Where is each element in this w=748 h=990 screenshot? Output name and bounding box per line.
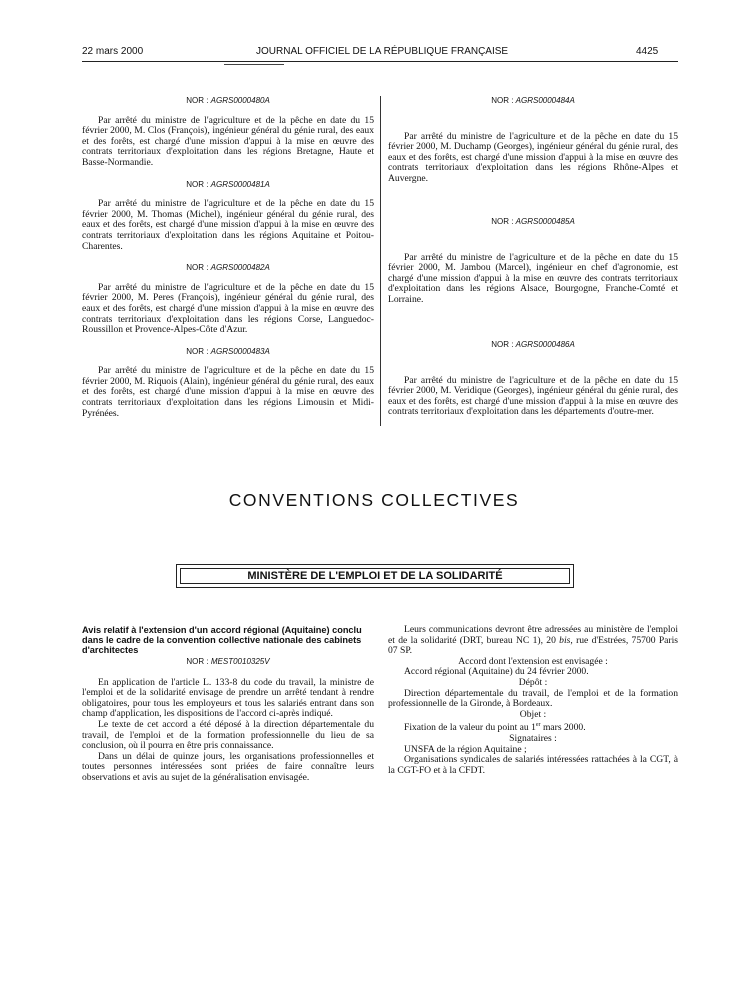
avis-paragraph: En application de l'article L. 133-8 du code du travail, la ministre de l'emploi et de la solidarité envisage de prendre un arrêté tendant à rendre obligatoires, pour tous les employeurs et tous les salariés entrant dans son champ d'application, les dispositions de l'accord ci-après indiqué.: [82, 676, 374, 720]
right-column: [388, 96, 678, 185]
ministry-title: MINISTÈRE DE L'EMPLOI ET DE LA SOLIDARITÉ: [180, 568, 570, 584]
nor-reference: NOR : AGRS0000482A: [186, 263, 270, 273]
journal-title: JOURNAL OFFICIEL DE LA RÉPUBLIQUE FRANÇAISE: [256, 46, 509, 57]
avis-title: Avis relatif à l'extension d'un accord régional (Aquitaine) conclu dans le cadre de la convention collective nationale des cabinets d'architectes: [82, 625, 362, 655]
column-divider: [380, 96, 381, 426]
accord-label: Accord dont l'extension est envisagée :: [458, 655, 608, 667]
decree-paragraph: Par arrêté du ministre de l'agriculture et de la pêche en date du 15 février 2000, M. Peres (François), ingénieur général du génie rural, des eaux et des forêts, est chargé d'une mission d'appui à la mise en œuvre des contrats territoriaux d'exploitation dans les régions Corse, Languedoc-Roussillon et Provence-Alpes-Côte d'Azur.: [82, 281, 374, 336]
signataires-label: Signataires :: [509, 733, 557, 745]
decree-paragraph: Par arrêté du ministre de l'agriculture et de la pêche en date du 15 février 2000, M. Veridique (Georges), ingénieur général du génie rural, des eaux et des forêts, est chargé d'une mission d'appui à la mise en œuvre des contrats territoriaux d'exploitation dans les départements d'outre-mer.: [388, 374, 678, 418]
accord-value: Accord régional (Aquitaine) du 24 février 2000.: [404, 666, 589, 678]
page-number: 4425: [636, 46, 659, 57]
right-column-entry: [388, 217, 678, 306]
decree-paragraph: Par arrêté du ministre de l'agriculture et de la pêche en date du 15 février 2000, M. Jambou (Marcel), ingénieur en chef d'agronomie, est chargé d'une mission d'appui à la mise en œuvre des contrats territoriaux d'exploitation dans les régions Alsace, Bourgogne, Franche-Comté et Lorraine.: [388, 251, 678, 305]
avis-paragraph: Le texte de cet accord a été déposé à la direction départementale du travail, de l'emploi et de la formation professionnelle du lieu de sa conclusion, où il pourra en être pris connaissance.: [82, 718, 374, 752]
nor-reference: NOR : AGRS0000484A: [491, 96, 575, 105]
header-subrule: [224, 64, 284, 65]
avis-right-column: [388, 625, 678, 777]
communication-paragraph: Leurs communications devront être adressées au ministère de l'emploi et de la solidarité (DRT, bureau NC 1), 20 bis, rue d'Estrées, 75700 Paris 07 SP.: [388, 624, 679, 657]
header-date: 22 mars 2000: [82, 46, 144, 57]
nor-reference: NOR : MEST0010325V: [186, 657, 270, 666]
decree-paragraph: Par arrêté du ministre de l'agriculture et de la pêche en date du 15 février 2000, M. Riquois (Alain), ingénieur général du génie rural, des eaux et des forêts, est chargé d'une mission d'appui à la mise en œuvre des contrats territoriaux d'exploitation dans les régions Limousin et Midi-Pyrénées.: [82, 365, 374, 419]
nor-reference: NOR : AGRS0000485A: [491, 217, 575, 226]
nor-reference: NOR : AGRS0000483A: [186, 346, 270, 356]
avis-paragraph: Dans un délai de quinze jours, les organisations professionnelles et toutes personnes intéressées sont priées de faire connaître leurs observations et avis au sujet de la généralisation envisagée.: [82, 750, 374, 783]
signataire-item: UNSFA de la région Aquitaine ;: [404, 743, 527, 755]
avis-left-column: [82, 625, 374, 784]
nor-reference: NOR : AGRS0000481A: [186, 179, 270, 189]
left-column: [82, 96, 374, 419]
right-column-entry: [388, 340, 678, 418]
decree-paragraph: Par arrêté du ministre de l'agriculture et de la pêche en date du 15 février 2000, M. Thomas (Michel), ingénieur général du génie rural, des eaux et des forêts, est chargé d'une mission d'appui à la mise en œuvre des contrats territoriaux d'exploitation dans les régions Aquitaine et Poitou-Charentes.: [82, 198, 374, 252]
section-title: CONVENTIONS COLLECTIVES: [228, 490, 520, 510]
nor-reference: NOR : AGRS0000486A: [491, 340, 575, 349]
decree-paragraph: Par arrêté du ministre de l'agriculture et de la pêche en date du 15 février 2000, M. Duchamp (Georges), ingénieur général du génie rural, des eaux et des forêts, est chargé d'une mission d'appui à la mise en œuvre des contrats territoriaux d'exploitation dans les régions Rhône-Alpes et Auvergne.: [388, 130, 678, 184]
signataire-item: Organisations syndicales de salariés intéressées rattachées à la CGT, à la CGT-FO et à la CFDT.: [388, 754, 678, 776]
depot-value: Direction départementale du travail, de l'emploi et de la formation professionnelle de la Gironde, à Bordeaux.: [388, 687, 678, 710]
ministry-box: [176, 564, 574, 588]
nor-reference: NOR : AGRS0000480A: [186, 96, 270, 105]
objet-label: Objet :: [519, 708, 547, 720]
depot-label: Dépôt :: [518, 676, 548, 688]
header-rule: [82, 61, 678, 62]
objet-value: Fixation de la valeur du point au 1er mars 2000.: [404, 722, 586, 734]
decree-paragraph: Par arrêté du ministre de l'agriculture et de la pêche en date du 15 février 2000, M. Clos (François), ingénieur général du génie rural, des eaux et des forêts, est chargé d'une mission d'appui à la mise en œuvre des contrats territoriaux d'exploitation dans les régions Bretagne, Haute et Basse-Normandie.: [82, 114, 374, 168]
